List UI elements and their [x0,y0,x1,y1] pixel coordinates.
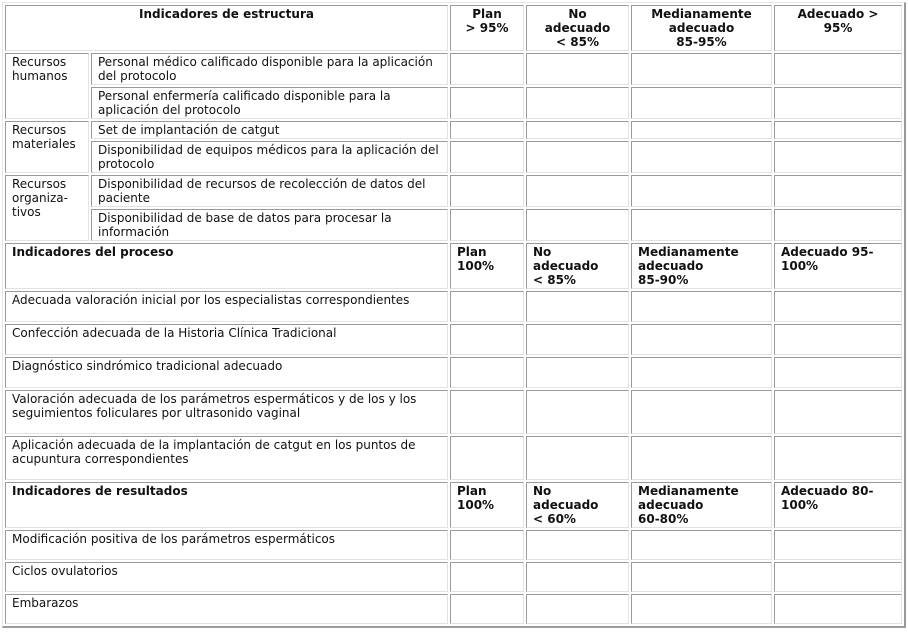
cell-adecuado[interactable] [774,141,902,173]
cell-medianamente[interactable] [631,436,772,480]
cell-no-adecuado[interactable] [526,357,629,388]
cell-plan[interactable] [450,175,524,207]
structure-header-medianamente: Medianamente adecuado 85-95% [631,5,772,51]
cell-adecuado[interactable] [774,324,902,355]
cell-no-adecuado[interactable] [526,121,629,139]
cell-adecuado[interactable] [774,390,902,434]
cell-adecuado[interactable] [774,436,902,480]
cell-medianamente[interactable] [631,53,772,85]
group-label: Recursos humanos [5,53,89,119]
cell-medianamente[interactable] [631,562,772,592]
cell-no-adecuado[interactable] [526,594,629,624]
cell-medianamente[interactable] [631,209,772,241]
cell-medianamente[interactable] [631,390,772,434]
cell-no-adecuado[interactable] [526,175,629,207]
indicators-table-container [2,2,906,628]
group-label: Recursos organiza-tivos [5,175,89,241]
results-header-no-adecuado: No adecuado < 60% [526,482,629,528]
cell-plan[interactable] [450,121,524,139]
results-header-plan: Plan 100% [450,482,524,528]
indicator-label: Ciclos ovulatorios [5,562,448,592]
indicator-label: Modificación positiva de los parámetros espermáticos [5,530,448,560]
structure-header-no-adecuado: No adecuado < 85% [526,5,629,51]
results-header-row [5,482,902,528]
cell-medianamente[interactable] [631,175,772,207]
cell-plan[interactable] [450,562,524,592]
table-row [5,594,902,624]
cell-no-adecuado[interactable] [526,87,629,119]
table-row [5,562,902,592]
cell-plan[interactable] [450,141,524,173]
process-header-no-adecuado: No adecuado < 85% [526,243,629,289]
indicator-label: Confección adecuada de la Historia Clínica Tradicional [5,324,448,355]
cell-no-adecuado[interactable] [526,141,629,173]
table-row [5,141,902,173]
process-header-plan: Plan 100% [450,243,524,289]
indicator-label: Set de implantación de catgut [91,121,448,139]
table-row [5,357,902,388]
table-row [5,291,902,322]
cell-adecuado[interactable] [774,291,902,322]
process-header-row [5,243,902,289]
table-row [5,53,902,85]
cell-medianamente[interactable] [631,291,772,322]
cell-medianamente[interactable] [631,87,772,119]
indicator-label: Adecuada valoración inicial por los especialistas correspondientes [5,291,448,322]
cell-plan[interactable] [450,357,524,388]
process-header-adecuado: Adecuado 95- 100% [774,243,902,289]
results-header-adecuado: Adecuado 80- 100% [774,482,902,528]
table-row [5,209,902,241]
cell-medianamente[interactable] [631,594,772,624]
table-row [5,530,902,560]
table-row [5,121,902,139]
table-row [5,175,902,207]
cell-plan[interactable] [450,209,524,241]
cell-no-adecuado[interactable] [526,291,629,322]
results-title: Indicadores de resultados [5,482,448,528]
cell-adecuado[interactable] [774,121,902,139]
process-title: Indicadores del proceso [5,243,448,289]
process-header-medianamente: Medianamente adecuado 85-90% [631,243,772,289]
structure-header-adecuado: Adecuado > 95% [774,5,902,51]
cell-plan[interactable] [450,87,524,119]
cell-no-adecuado[interactable] [526,209,629,241]
indicator-label: Personal enfermería calificado disponible para la aplicación del protocolo [91,87,448,119]
cell-plan[interactable] [450,594,524,624]
cell-plan[interactable] [450,436,524,480]
cell-no-adecuado[interactable] [526,436,629,480]
indicator-label: Disponibilidad de equipos médicos para la aplicación del protocolo [91,141,448,173]
cell-no-adecuado[interactable] [526,530,629,560]
cell-adecuado[interactable] [774,357,902,388]
cell-no-adecuado[interactable] [526,324,629,355]
indicator-label: Embarazos [5,594,448,624]
cell-no-adecuado[interactable] [526,390,629,434]
table-row [5,87,902,119]
table-row [5,390,902,434]
table-row [5,436,902,480]
cell-plan[interactable] [450,324,524,355]
cell-adecuado[interactable] [774,209,902,241]
cell-adecuado[interactable] [774,175,902,207]
cell-medianamente[interactable] [631,324,772,355]
cell-medianamente[interactable] [631,121,772,139]
table-row [5,324,902,355]
indicator-label: Valoración adecuada de los parámetros espermáticos y de los y los seguimientos foliculares por ultrasonido vaginal [5,390,448,434]
cell-adecuado[interactable] [774,594,902,624]
indicators-table [2,2,906,628]
indicator-label: Disponibilidad de recursos de recolección de datos del paciente [91,175,448,207]
indicator-label: Disponibilidad de base de datos para procesar la información [91,209,448,241]
indicator-label: Personal médico calificado disponible para la aplicación del protocolo [91,53,448,85]
cell-adecuado[interactable] [774,530,902,560]
cell-medianamente[interactable] [631,357,772,388]
structure-header-row [5,5,902,51]
cell-plan[interactable] [450,291,524,322]
cell-no-adecuado[interactable] [526,53,629,85]
cell-plan[interactable] [450,390,524,434]
cell-adecuado[interactable] [774,562,902,592]
structure-header-plan: Plan > 95% [450,5,524,51]
cell-medianamente[interactable] [631,530,772,560]
indicator-label: Aplicación adecuada de la implantación de catgut en los puntos de acupuntura correspondientes [5,436,448,480]
cell-no-adecuado[interactable] [526,562,629,592]
results-header-medianamente: Medianamente adecuado 60-80% [631,482,772,528]
cell-plan[interactable] [450,53,524,85]
cell-adecuado[interactable] [774,53,902,85]
structure-title: Indicadores de estructura [5,5,448,51]
cell-plan[interactable] [450,530,524,560]
cell-adecuado[interactable] [774,87,902,119]
group-label: Recursos materiales [5,121,89,173]
cell-medianamente[interactable] [631,141,772,173]
indicator-label: Diagnóstico sindrómico tradicional adecuado [5,357,448,388]
